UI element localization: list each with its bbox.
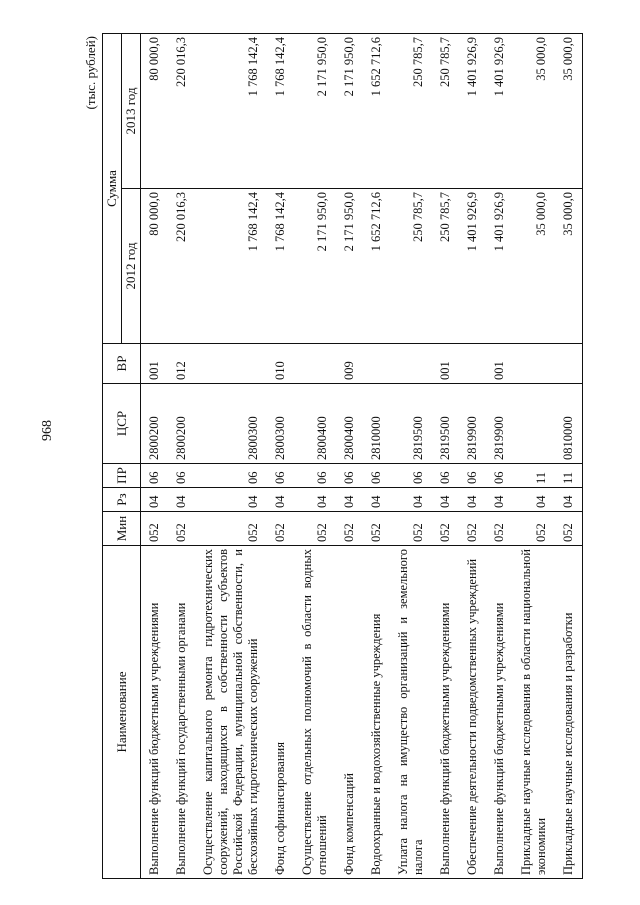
- table-body: [141, 34, 583, 879]
- row-amount-2012: 220 016,3: [168, 189, 195, 344]
- row-min: 052: [459, 512, 486, 546]
- row-amount-2013: 1 768 142,4: [267, 34, 294, 189]
- table-row: [513, 34, 555, 879]
- row-amount-2013: 1 768 142,4: [195, 34, 267, 189]
- row-amount-2012: 2 171 950,0: [294, 189, 336, 344]
- row-vr: 012: [168, 344, 195, 384]
- row-csr: [513, 384, 555, 464]
- row-pr: 06: [168, 464, 195, 488]
- row-name: Уплата налога на имущество организаций и земельного налога: [390, 546, 432, 879]
- row-name: Обеспечение деятельности подведомственных учреждений: [459, 546, 486, 879]
- row-rz: 04: [459, 488, 486, 512]
- table-row: [168, 34, 195, 879]
- row-min: 052: [486, 512, 513, 546]
- header-csr: ЦСР: [103, 384, 141, 464]
- row-pr: 06: [486, 464, 513, 488]
- table-row: [555, 34, 583, 879]
- row-amount-2012: 2 171 950,0: [336, 189, 363, 344]
- row-rz: 04: [336, 488, 363, 512]
- row-vr: [195, 344, 267, 384]
- row-amount-2012: 35 000,0: [513, 189, 555, 344]
- row-name: Выполнение функций бюджетными учреждениями: [141, 546, 169, 879]
- row-min: 052: [336, 512, 363, 546]
- row-amount-2012: 1 768 142,4: [267, 189, 294, 344]
- row-vr: [390, 344, 432, 384]
- row-vr: 009: [336, 344, 363, 384]
- row-amount-2013: 250 785,7: [390, 34, 432, 189]
- row-min: 052: [432, 512, 459, 546]
- row-rz: 04: [555, 488, 583, 512]
- row-amount-2012: 80 000,0: [141, 189, 169, 344]
- row-pr: 06: [459, 464, 486, 488]
- row-pr: 11: [513, 464, 555, 488]
- row-min: 052: [168, 512, 195, 546]
- row-pr: 06: [432, 464, 459, 488]
- header-name: Наименование: [103, 546, 141, 879]
- row-pr: 06: [294, 464, 336, 488]
- row-vr: [294, 344, 336, 384]
- table-row: [294, 34, 336, 879]
- row-rz: 04: [486, 488, 513, 512]
- row-amount-2013: 250 785,7: [432, 34, 459, 189]
- table-row: [336, 34, 363, 879]
- row-name: Прикладные научные исследования в области национальной экономики: [513, 546, 555, 879]
- header-sum: Сумма: [103, 34, 122, 344]
- row-amount-2013: 1 652 712,6: [363, 34, 390, 189]
- row-name: Осуществление отдельных полномочий в области водных отношений: [294, 546, 336, 879]
- row-rz: 04: [294, 488, 336, 512]
- row-name: Фонд компенсаций: [336, 546, 363, 879]
- row-amount-2013: 220 016,3: [168, 34, 195, 189]
- row-amount-2012: 250 785,7: [390, 189, 432, 344]
- row-amount-2013: 35 000,0: [513, 34, 555, 189]
- header-2012: 2012 год: [122, 189, 141, 344]
- row-csr: 2800200: [168, 384, 195, 464]
- row-name: Фонд софинансирования: [267, 546, 294, 879]
- page-number: 968: [40, 420, 55, 441]
- table-row: [267, 34, 294, 879]
- row-min: 052: [555, 512, 583, 546]
- row-name: Выполнение функций бюджетными учреждениями: [486, 546, 513, 879]
- row-rz: 04: [363, 488, 390, 512]
- row-csr: 2819900: [486, 384, 513, 464]
- header-2013: 2013 год: [122, 34, 141, 189]
- row-csr: 2819500: [390, 384, 432, 464]
- row-rz: 04: [432, 488, 459, 512]
- units-label: (тыс. рублей): [83, 36, 98, 110]
- row-name: Водоохранные и водохозяйственные учреждения: [363, 546, 390, 879]
- row-vr: [363, 344, 390, 384]
- table-row: [195, 34, 267, 879]
- row-csr: 2800400: [336, 384, 363, 464]
- row-amount-2012: 1 401 926,9: [486, 189, 513, 344]
- row-pr: 11: [555, 464, 583, 488]
- header-vr: ВР: [103, 344, 141, 384]
- header-pr: ПР: [103, 464, 141, 488]
- row-min: 052: [294, 512, 336, 546]
- row-name: Осуществление капитального ремонта гидротехнических сооружений, находящихся в собственности субъектов Российской Федерации, муниципальной собственности, и бесхозяйных гидротехнических сооружений: [195, 546, 267, 879]
- row-vr: [513, 344, 555, 384]
- row-amount-2013: 2 171 950,0: [336, 34, 363, 189]
- row-rz: 04: [141, 488, 169, 512]
- row-pr: 06: [195, 464, 267, 488]
- row-amount-2012: 1 768 142,4: [195, 189, 267, 344]
- table-row: [432, 34, 459, 879]
- table-row: [141, 34, 169, 879]
- row-vr: 001: [432, 344, 459, 384]
- row-csr: 2810000: [363, 384, 390, 464]
- row-amount-2012: 35 000,0: [555, 189, 583, 344]
- table-row: [363, 34, 390, 879]
- row-csr: 2819900: [459, 384, 486, 464]
- row-csr: 2800400: [294, 384, 336, 464]
- row-amount-2013: 2 171 950,0: [294, 34, 336, 189]
- row-vr: [459, 344, 486, 384]
- row-min: 052: [141, 512, 169, 546]
- row-csr: 2819500: [432, 384, 459, 464]
- row-pr: 06: [336, 464, 363, 488]
- row-amount-2012: 250 785,7: [432, 189, 459, 344]
- row-rz: 04: [168, 488, 195, 512]
- row-rz: 04: [195, 488, 267, 512]
- row-csr: 2800300: [195, 384, 267, 464]
- row-pr: 06: [141, 464, 169, 488]
- row-rz: 04: [267, 488, 294, 512]
- budget-table: [102, 33, 583, 879]
- row-vr: 010: [267, 344, 294, 384]
- row-min: 052: [195, 512, 267, 546]
- row-name: Выполнение функций бюджетными учреждениями: [432, 546, 459, 879]
- row-min: 052: [267, 512, 294, 546]
- row-min: 052: [513, 512, 555, 546]
- row-amount-2012: 1 652 712,6: [363, 189, 390, 344]
- row-csr: 0810000: [555, 384, 583, 464]
- table-row: [459, 34, 486, 879]
- row-pr: 06: [390, 464, 432, 488]
- row-name: Прикладные научные исследования и разработки: [555, 546, 583, 879]
- rotated-page-content: [80, 34, 600, 879]
- row-rz: 04: [390, 488, 432, 512]
- row-csr: 2800300: [267, 384, 294, 464]
- table-row: [486, 34, 513, 879]
- row-pr: 06: [267, 464, 294, 488]
- row-csr: 2800200: [141, 384, 169, 464]
- row-amount-2013: 1 401 926,9: [459, 34, 486, 189]
- row-vr: [555, 344, 583, 384]
- row-min: 052: [390, 512, 432, 546]
- header-row: [103, 34, 122, 879]
- row-amount-2013: 80 000,0: [141, 34, 169, 189]
- row-amount-2012: 1 401 926,9: [459, 189, 486, 344]
- row-rz: 04: [513, 488, 555, 512]
- row-pr: 06: [363, 464, 390, 488]
- header-min: Мин: [103, 512, 141, 546]
- row-name: Выполнение функций государственными органами: [168, 546, 195, 879]
- row-vr: 001: [486, 344, 513, 384]
- header-rz: Рз: [103, 488, 141, 512]
- row-vr: 001: [141, 344, 169, 384]
- table-row: [390, 34, 432, 879]
- row-amount-2013: 35 000,0: [555, 34, 583, 189]
- row-min: 052: [363, 512, 390, 546]
- row-amount-2013: 1 401 926,9: [486, 34, 513, 189]
